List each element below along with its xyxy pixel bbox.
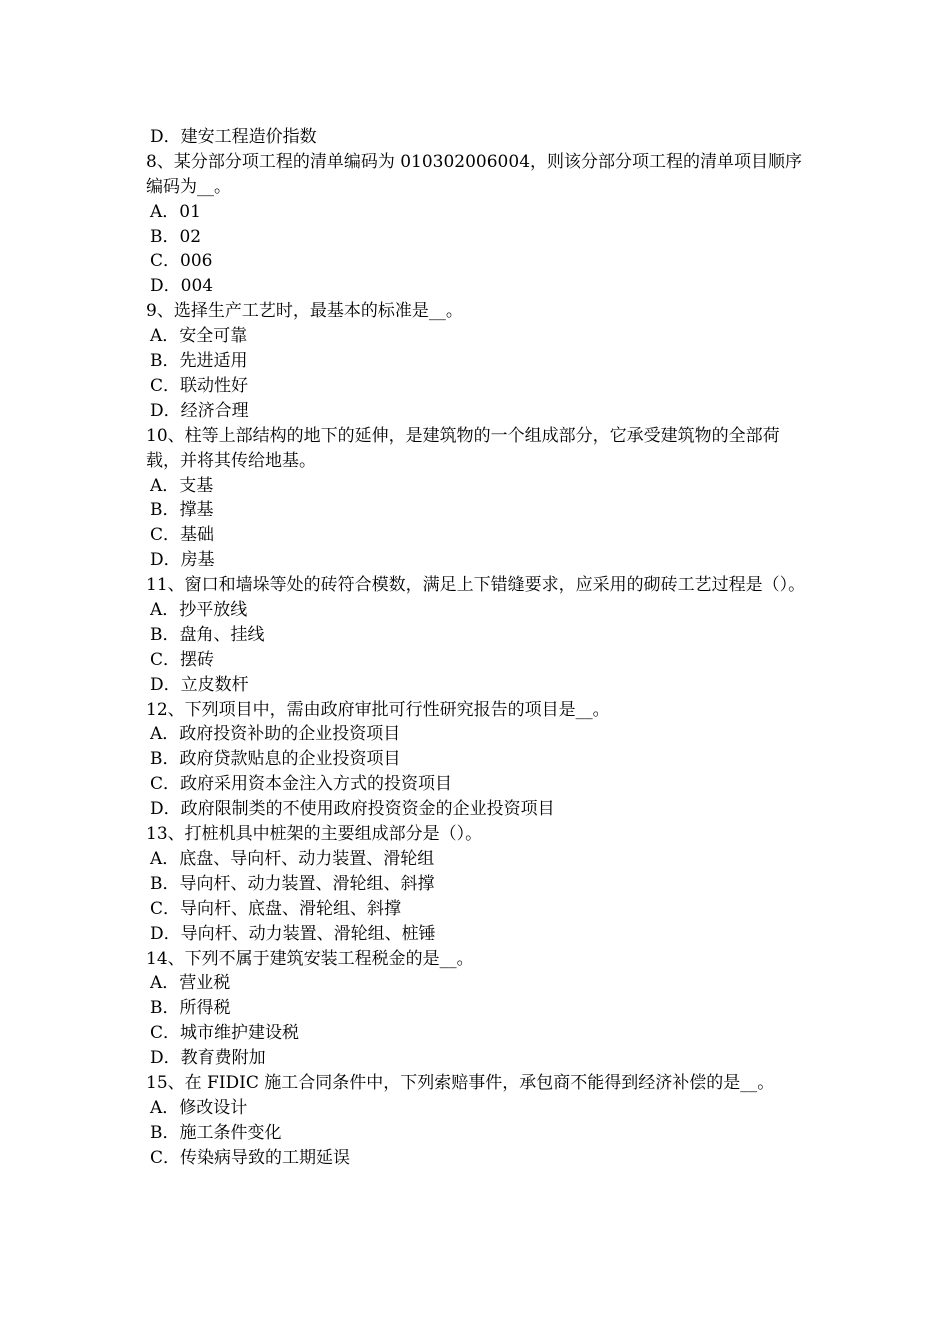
question-line: 15、在 FIDIC 施工合同条件中，下列索赔事件，承包商不能得到经济补偿的是__。: [146, 1072, 775, 1093]
option-line: C．基础: [150, 525, 215, 546]
option-line: B．先进适用: [150, 351, 248, 372]
question-line: 13、打桩机具中桩架的主要组成部分是（）。: [146, 824, 483, 845]
option-line: C．城市维护建设税: [150, 1023, 300, 1044]
option-line: D．建安工程造价指数: [150, 127, 317, 147]
option-line: D．政府限制类的不使用政府投资资金的企业投资项目: [150, 799, 555, 820]
option-line: B．02: [150, 226, 202, 247]
document-page: [146, 125, 810, 1171]
option-line: A．抄平放线: [150, 600, 248, 621]
option-line: C．政府采用资本金注入方式的投资项目: [150, 774, 453, 795]
option-line: A．底盘、导向杆、动力装置、滑轮组: [150, 848, 435, 869]
option-line: C．导向杆、底盘、滑轮组、斜撑: [150, 898, 402, 919]
option-line: B．政府贷款贴息的企业投资项目: [150, 749, 401, 770]
option-line: A．政府投资补助的企业投资项目: [150, 724, 401, 745]
option-line: D．004: [150, 276, 214, 297]
option-line: B．所得税: [150, 998, 231, 1019]
option-line: C．联动性好: [150, 375, 249, 396]
option-line: A．01: [150, 201, 201, 222]
question-line: 10、柱等上部结构的地下的延伸，是建筑物的一个组成部分，它承受建筑物的全部荷载，并将其传给地基。: [146, 425, 780, 471]
option-line: C．传染病导致的工期延误: [150, 1147, 351, 1168]
option-line: B．撑基: [150, 500, 214, 521]
question-line: 9、选择生产工艺时，最基本的标准是__。: [146, 301, 463, 322]
option-line: D．经济合理: [150, 400, 249, 421]
option-line: B．施工条件变化: [150, 1122, 282, 1143]
option-line: B．盘角、挂线: [150, 624, 265, 645]
option-line: D．导向杆、动力装置、滑轮组、桩锤: [150, 923, 436, 944]
option-line: B．导向杆、动力装置、滑轮组、斜撑: [150, 873, 435, 894]
question-line: 11、窗口和墙垛等处的砖符合模数，满足上下错缝要求，应采用的砌砖工艺过程是（）。: [146, 575, 806, 596]
option-line: D．房基: [150, 550, 215, 571]
option-line: A．营业税: [150, 973, 231, 994]
option-line: A．支基: [150, 475, 214, 496]
option-line: C．摆砖: [150, 649, 215, 670]
option-line: A．安全可靠: [150, 326, 248, 347]
option-line: C．006: [150, 251, 213, 272]
question-line: 14、下列不属于建筑安装工程税金的是__。: [146, 948, 474, 969]
option-line: A．修改设计: [150, 1097, 248, 1118]
question-line: 12、下列项目中，需由政府审批可行性研究报告的项目是__。: [146, 699, 610, 720]
option-line: D．立皮数杆: [150, 674, 249, 695]
option-line: D．教育费附加: [150, 1048, 266, 1069]
question-line: 8、某分部分项工程的清单编码为 010302006004，则该分部分项工程的清单项目顺序编码为__。: [146, 151, 803, 197]
